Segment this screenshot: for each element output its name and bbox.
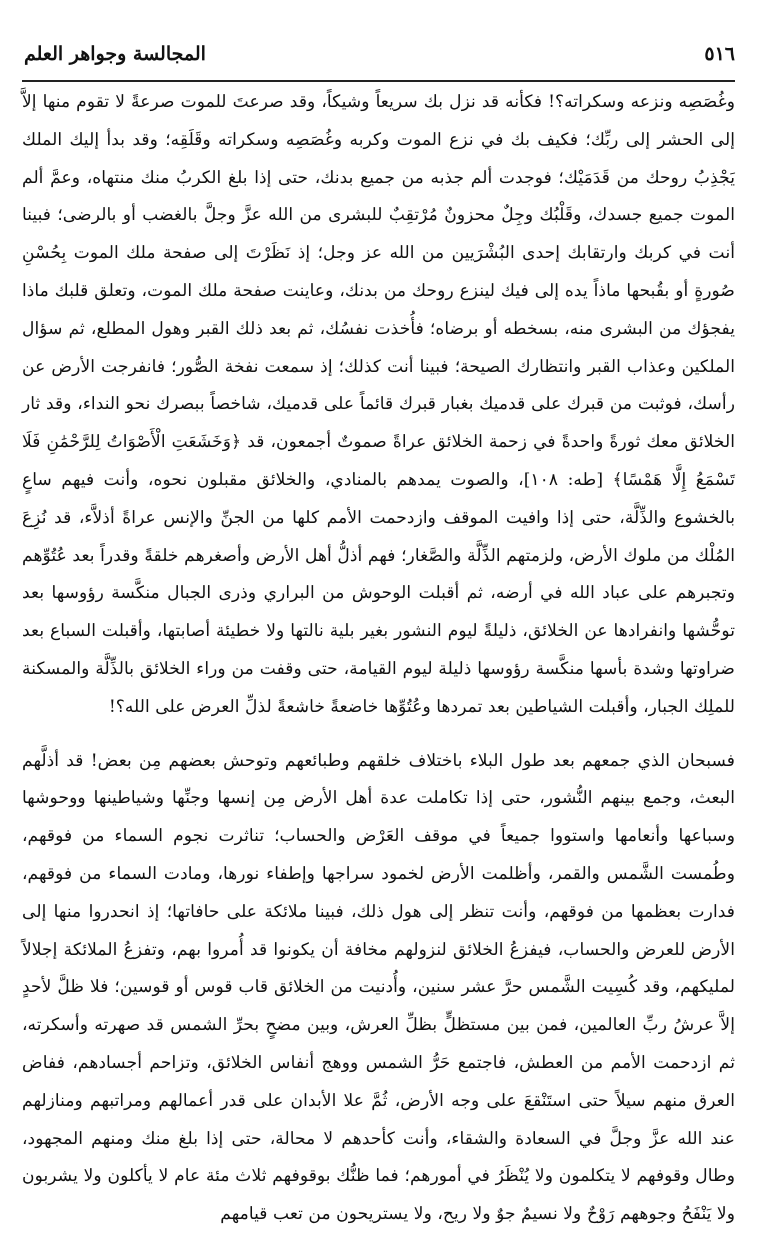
header-rule [22, 80, 735, 82]
page-number: ٥١٦ [704, 43, 735, 65]
running-header [24, 34, 735, 74]
paragraph-1: وغُصَصِه ونزعه وسكراته؟! فكأنه قد نزل بك سريعاً وشيكاً، وقد صرعتَ للموت صرعةً لا تقوم منها إلاَّ إلى الحشر إلى ربِّك؛ فكيف بك في نزع الموت وكربه وغُصَصِه وسكراته وقَلَقِه؛ وقد بدأ إليك الملك يَجْذِبُ روحك من قَدَمَيْك؛ فوجدت ألم جذبه من جميع بدنك، حتى إذا بلغ الكربُ منك منتهاه، وعمَّ ألم الموت جميع جسدك، وقَلْبُك وجِلٌ محزونٌ مُرْتقِبٌ للبشرى من الله عزَّ وجلَّ بالغضب أو بالرضى؛ فبينا أنت في كربك وارتقابك إحدى البُشْرَيين من الله عز وجل؛ إذ نَظَرْتَ إلى صفحة ملك الموت بِحُسْنِ صُورةٍ أو بقُبحها ماذاً يده إلى فيك لينزع روحك من بدنك، وعاينت صفحة ملك الموت، وتعلق قلبك ماذا يفجؤك من البشرى منه، بسخطه أو برضاه؛ فأُخذت نفسُك، ثم بعد ذلك القبر وهول المطلع، ثم سؤال الملكين وعذاب القبر وانتظارك الصيحة؛ فبينا أنت كذلك؛ إذ سمعت نفخة الصُّور؛ فانفرجت الأرض عن رأسك، فوثبت من قبرك على قدميك بغبار قبرك قائماً على قدميك، شاخصاً ببصرك نحو النداء، وقد ثار الخلائق معك ثورةً واحدةً في زحمة الخلائق عراةً صموتٌ أجمعون، قد ﴿وَخَشَعَتِ الْأَصْوَاتُ لِلرَّحْمَٰنِ فَلَا تَسْمَعُ إِلَّا هَمْسًا﴾ [طه: ١٠٨]، والصوت يمدهم بالمنادي، والخلائق مقبلون نحوه، وأنت فيهم ساعٍ بالخشوع والذِّلَّة، حتى إذا وافيت الموقف وازدحمت الأمم كلها من الجنِّ والإنس عراةً أذلاَّء، قد نُزِعَ المُلْك من ملوك الأرض، ولزمتهم الذِّلَّة والصَّغار؛ فهم أذلُّ أهل الأرض وأصغرهم خلقةً وقدراً بعد عُتُوِّهم وتجبرهم على عباد الله في أرضه، ثم أقبلت الوحوش من البراري وذرى الجبال منكَّسة رؤوسها بعد توحُّشها وانفرادها عن الخلائق، ذليلةً ليوم النشور بغير بلية نالتها ولا خطيئة أصابتها، وأقبلت السباع بعد ضراوتها وشدة بأسها منكَّسة رؤوسها ذليلة ليوم القيامة، حتى وقفت من وراء الخلائق بالذِّلَّة والمسكنة للملِك الجبار، وأقبلت الشياطين بعد تمردها وعُتُوِّها خاضعةً خاشعةً لذلِّ العرض على الله؟! [22, 92, 735, 717]
paragraph-2: فسبحان الذي جمعهم بعد طول البلاء باختلاف خلقهم وطبائعهم وتوحش بعضهم مِن بعض! قد أذلَّهم البعث، وجمع بينهم النُّشور، حتى إذا تكاملت عدة أهل الأرض مِن إنسها وجنِّها وشياطينها ووحوشها وسباعها وأنعامها واستووا جميعاً في موقف العَرْض والحساب؛ تناثرت نجوم السماء من فوقهم، وطُمست الشَّمس والقمر، وأظلمت الأرض لخمود سراجها وإطفاء نورها، ومادت السماء من فوقهم، فدارت بعظمها من فوقهم، وأنت تنظر إلى هول ذلك، فبينا ملائكة على حافاتها؛ إذ انحدروا منها إلى الأرض للعرض والحساب، فيفزعُ الخلائق لنزولهم مخافة أن يكونوا قد أُمروا بهم، وتفزعُ الملائكة إجلالاً لمليكهم، وقد كُسِيت الشَّمس حرَّ عشر سنين، وأُدنيت من الخلائق قاب قوس أو قوسين؛ فلا ظلَّ لأحدٍ إلاَّ عرشُ ربِّ العالمين، فمن بين مستظلٍّ بظلِّ العرش، وبين مضحٍ بحرِّ الشمس قد صهرته وأسكرته، ثم ازدحمت الأمم من العطش، فاجتمع حَرُّ الشمس ووهج أنفاس الخلائق، وتزاحم أجسادهم، ففاض العرق منهم سيلاً حتى استَنْقعَ على وجه الأرض، ثُمَّ علا الأبدان على قدر أعمالهم ومراتبهم ومنازلهم عند الله عزَّ وجلَّ في السعادة والشقاء، وأنت كأحدهم لا محالة، حتى إذا بلغ منك ومنهم المجهود، وطال وقوفهم لا يتكلمون ولا يُنْظَرُ في أمورهم؛ فما ظنُّك بوقوفهم ثلاث مئة عام لا يأكلون ولا يشربون ولا يَنْفَحُ وجوههم رَوْحٌ ولا نسيمٌ جوٌ ولا ريح، ولا يستريحون من تعب قيامهم [22, 750, 735, 1225]
book-title: المجالسة وجواهر العلم [24, 43, 206, 65]
body-text [22, 84, 735, 1234]
